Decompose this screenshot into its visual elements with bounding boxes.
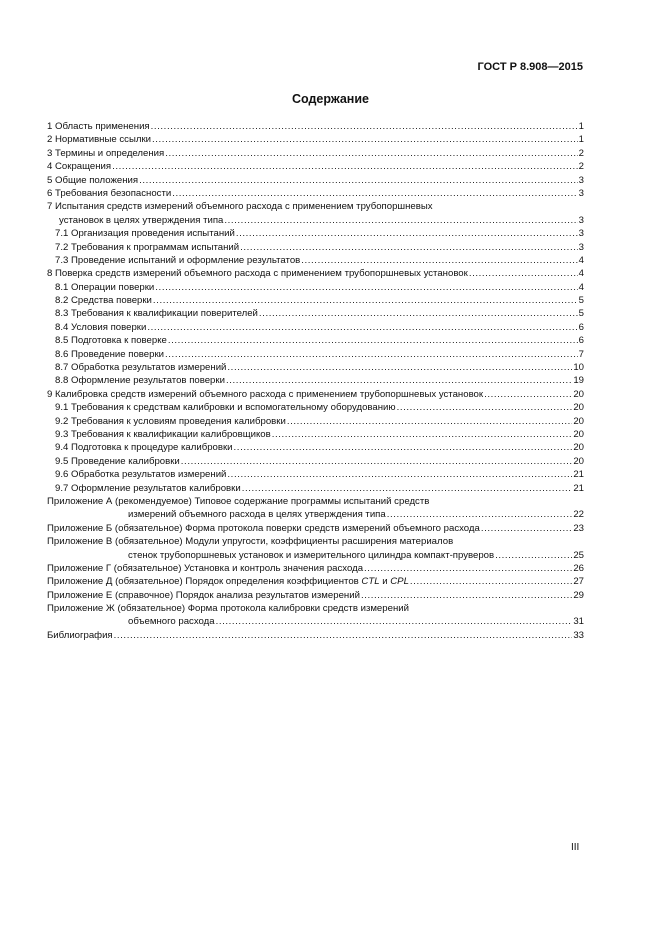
toc-entry[interactable] (47, 334, 584, 347)
toc-entry-text: 7.2 Требования к программам испытаний (55, 241, 240, 253)
toc-entry-title (47, 254, 300, 267)
toc-entry-text: 6 Требования безопасности (47, 187, 172, 199)
toc-page-number: 25 (573, 549, 584, 561)
toc-entry-text: Приложение Д (обязательное) Порядок определения коэффициентов (47, 576, 362, 588)
toc-entry[interactable] (47, 267, 584, 280)
toc-page-number: 6 (578, 335, 584, 347)
toc-entry-text: 7.1 Организация проведения испытаний (55, 228, 235, 240)
toc-entry-text: 1 Область применения (47, 121, 150, 132)
toc-entry[interactable] (47, 294, 584, 307)
dot-leader (112, 160, 578, 173)
dot-leader (153, 294, 578, 307)
dot-leader (397, 401, 573, 414)
dot-leader (139, 174, 578, 187)
toc-entry-title (47, 348, 164, 361)
page-title: Содержание (291, 92, 369, 106)
toc-entry-continuation[interactable] (47, 549, 584, 562)
toc-entry[interactable] (47, 575, 584, 588)
toc-entry-text: 7.3 Проведение испытаний и оформление результатов (55, 254, 301, 266)
dot-leader (387, 508, 573, 521)
toc-page-number: 3 (578, 174, 584, 186)
toc-entry[interactable] (47, 348, 584, 361)
dot-leader (226, 374, 572, 387)
dot-leader (165, 348, 578, 361)
dot-leader (495, 549, 572, 562)
toc-entry-title (47, 575, 409, 588)
toc-entry-title (47, 441, 233, 454)
toc-entry[interactable] (47, 562, 584, 575)
toc-entry-title (47, 482, 241, 495)
toc-entry[interactable] (47, 589, 584, 602)
toc-entry[interactable] (47, 227, 584, 240)
toc-page-number: 21 (573, 469, 584, 481)
toc-entry-title (47, 294, 152, 307)
toc-entry-text: 9.3 Требования к квалификации калибровщиков (55, 428, 271, 440)
toc-entry-text: 4 Сокращения (47, 161, 112, 173)
toc-entry-continuation[interactable] (47, 214, 584, 227)
dot-leader (114, 629, 573, 642)
toc-entry-title (47, 241, 239, 254)
toc-entry-text: Приложение А (рекомендуемое) Типовое содержание программы испытаний средств (47, 495, 430, 507)
dot-leader (236, 227, 578, 240)
toc-page-number: 3 (578, 214, 584, 226)
toc-entry-text: 9.5 Проведение калибровки (55, 455, 180, 467)
toc-page-number: 20 (573, 415, 584, 427)
toc-entry[interactable] (47, 321, 584, 334)
toc-entry[interactable] (47, 495, 584, 508)
dot-leader (361, 589, 572, 602)
toc-entry-title (47, 401, 396, 414)
toc-entry-text: 8.1 Операции поверки (55, 281, 155, 293)
toc-entry-text: 3 Термины и определения (47, 147, 165, 159)
toc-entry-italic: CPL (390, 576, 409, 588)
toc-entry-title (47, 227, 235, 240)
toc-entry-title (47, 200, 433, 213)
toc-entry-title (47, 629, 113, 642)
toc-page-number: 7 (578, 348, 584, 360)
dot-leader (240, 241, 578, 254)
toc-entry[interactable] (47, 428, 584, 441)
toc-entry-text: 8.3 Требования к квалификации поверителей (55, 308, 258, 320)
toc-entry-title (47, 281, 154, 294)
toc-page-number: 19 (573, 375, 584, 387)
toc-entry-italic: CTL (361, 576, 380, 588)
dot-leader (364, 562, 572, 575)
toc-page-number: 5 (578, 295, 584, 307)
toc-entry-title (47, 522, 480, 535)
toc-entry-text: Приложение Г (обязательное) Установка и контроль значения расхода (47, 562, 364, 574)
toc-page-number: 2 (578, 161, 584, 173)
toc-entry-text: Приложение Б (обязательное) Форма протокола поверки средств измерений объемного расхода (47, 522, 480, 534)
dot-leader (152, 133, 578, 146)
dot-leader (287, 415, 573, 428)
toc-entry-title (47, 468, 226, 481)
toc-entry-text: 9.4 Подготовка к процедуре калибровки (55, 442, 233, 454)
toc-entry-text: 7 Испытания средств измерений объемного расхода с применением трубопоршневых (47, 201, 433, 213)
toc-page-number: 22 (573, 509, 584, 521)
toc-entry-title (47, 147, 164, 160)
toc-entry-text: и (379, 576, 391, 588)
toc-page-number: 3 (578, 228, 584, 240)
toc-entry-title (47, 549, 494, 562)
toc-entry-title (47, 388, 483, 401)
page-number: III (571, 842, 580, 853)
toc-page-number: 20 (573, 388, 584, 400)
toc-entry-title (47, 428, 271, 441)
toc-entry-title (47, 214, 223, 227)
toc-entry-text: 8.7 Обработка результатов измерений (55, 362, 227, 374)
toc-page-number: 6 (578, 321, 584, 333)
toc-entry[interactable] (47, 629, 584, 642)
toc-entry-title (47, 321, 146, 334)
toc-page-number: 1 (578, 134, 584, 146)
toc-entry[interactable] (47, 187, 584, 200)
toc-entry-title (47, 374, 225, 387)
toc-entry[interactable] (47, 441, 584, 454)
toc-entry-text: 2 Нормативные ссылки (47, 134, 152, 146)
dot-leader (469, 267, 578, 280)
toc-entry[interactable] (47, 522, 584, 535)
toc-page-number: 20 (573, 442, 584, 454)
toc-entry[interactable] (47, 401, 584, 414)
toc-page-number: 20 (573, 402, 584, 414)
toc-page-number: 3 (578, 241, 584, 253)
toc-entry-title (47, 307, 258, 320)
dot-leader (301, 254, 577, 267)
toc-entry[interactable] (47, 120, 584, 133)
dot-leader (147, 321, 577, 334)
dot-leader (234, 441, 573, 454)
toc-page-number: 20 (573, 428, 584, 440)
toc-entry-title (47, 120, 150, 133)
toc-entry[interactable] (47, 388, 584, 401)
dot-leader (272, 428, 573, 441)
toc-entry-title (47, 508, 386, 521)
dot-leader (168, 334, 578, 347)
toc-entry[interactable] (47, 241, 584, 254)
toc-entry-title (47, 589, 360, 602)
dot-leader (242, 482, 573, 495)
dot-leader (224, 214, 577, 227)
toc-entry[interactable] (47, 174, 584, 187)
toc-entry-title (47, 562, 363, 575)
toc-entry-text: стенок трубопоршневых установок и измерительного цилиндра компакт-пруверов (128, 549, 495, 561)
toc-entry[interactable] (47, 415, 584, 428)
toc-entry-continuation[interactable] (47, 508, 584, 521)
toc-page-number: 21 (573, 482, 584, 494)
toc-entry-title (47, 415, 286, 428)
dot-leader (227, 361, 572, 374)
toc-page-number: 31 (573, 616, 584, 628)
toc-entry-title (47, 267, 468, 280)
toc-entry-continuation[interactable] (47, 615, 584, 628)
toc-page-number: 4 (578, 254, 584, 266)
dot-leader (484, 388, 572, 401)
toc-entry-text: 9 Калибровка средств измерений объемного расхода с применением трубопоршневых установок (47, 388, 484, 400)
toc-entry[interactable] (47, 281, 584, 294)
toc-entry-title (47, 187, 171, 200)
toc-entry-text: Приложение В (обязательное) Модули упругости, коэффициенты расширения материалов (47, 536, 454, 548)
toc-entry[interactable] (47, 482, 584, 495)
toc-entry-text: 8.5 Подготовка к поверке (55, 335, 167, 347)
toc-entry-text: Приложение Ж (обязательное) Форма протокола калибровки средств измерений (47, 603, 409, 615)
dot-leader (165, 147, 577, 160)
toc-entry-text: Библиография (47, 629, 113, 641)
toc-entry-text: 5 Общие положения (47, 174, 139, 186)
dot-leader (155, 281, 577, 294)
document-code: ГОСТ Р 8.908—2015 (477, 61, 583, 73)
toc-entry-text: измерений объемного расхода в целях утверждения типа (128, 509, 386, 521)
dot-leader (259, 307, 578, 320)
toc-page-number: 29 (573, 589, 584, 601)
toc-entry-text: 9.2 Требования к условиям проведения калибровки (55, 415, 286, 427)
dot-leader (172, 187, 577, 200)
toc-entry-text: объемного расхода (128, 616, 215, 628)
toc-entry-title (47, 361, 226, 374)
toc-entry[interactable] (47, 147, 584, 160)
dot-leader (481, 522, 572, 535)
toc-entry-title (47, 174, 138, 187)
toc-entry[interactable] (47, 254, 584, 267)
toc-page-number: 33 (573, 629, 584, 641)
toc-entry-title (47, 133, 151, 146)
toc-page-number: 23 (573, 522, 584, 534)
toc-entry-title (47, 334, 167, 347)
toc-page-number: 1 (578, 121, 584, 132)
toc-entry-text: 8.8 Оформление результатов поверки (55, 375, 225, 387)
toc-entry-text: 8.2 Средства поверки (55, 295, 152, 307)
toc-entry-title (47, 495, 429, 508)
toc-entry-text: 9.6 Обработка результатов измерений (55, 469, 227, 481)
toc-entry-text: 9.1 Требования к средствам калибровки и вспомогательному оборудованию (55, 402, 396, 414)
dot-leader (227, 468, 572, 481)
toc-entry-text: 8.4 Условия поверки (55, 321, 147, 333)
toc-entry-title (47, 615, 215, 628)
toc-page-number: 4 (578, 281, 584, 293)
toc-entry-title (47, 602, 409, 615)
dot-leader (216, 615, 573, 628)
toc-page-number: 27 (573, 576, 584, 588)
toc-page-number: 4 (578, 268, 584, 280)
toc-entry[interactable] (47, 200, 584, 213)
toc-entry[interactable] (47, 133, 584, 146)
dot-leader (181, 455, 573, 468)
table-of-contents (47, 120, 584, 642)
dot-leader (410, 575, 572, 588)
toc-page-number: 3 (578, 187, 584, 199)
toc-entry[interactable] (47, 468, 584, 481)
toc-entry[interactable] (47, 455, 584, 468)
toc-entry-text: 9.7 Оформление результатов калибровки (55, 482, 241, 494)
toc-entry[interactable] (47, 160, 584, 173)
toc-entry-text: 8 Поверка средств измерений объемного расхода с применением трубопоршневых установок (47, 268, 468, 280)
toc-entry-title (47, 455, 180, 468)
toc-entry-title (47, 535, 453, 548)
toc-page-number: 20 (573, 455, 584, 467)
toc-entry[interactable] (47, 602, 584, 615)
dot-leader (151, 120, 578, 133)
toc-page-number: 5 (578, 308, 584, 320)
toc-page-number: 2 (578, 147, 584, 159)
toc-entry-text: 8.6 Проведение поверки (55, 348, 165, 360)
toc-entry-title (47, 160, 111, 173)
toc-entry[interactable] (47, 374, 584, 387)
toc-entry[interactable] (47, 361, 584, 374)
toc-entry-text: установок в целях утверждения типа (59, 214, 224, 226)
toc-page-number: 26 (573, 562, 584, 574)
toc-page-number: 10 (573, 362, 584, 374)
toc-entry[interactable] (47, 307, 584, 320)
toc-entry-text: Приложение Е (справочное) Порядок анализа результатов измерений (47, 589, 360, 601)
toc-entry[interactable] (47, 535, 584, 548)
